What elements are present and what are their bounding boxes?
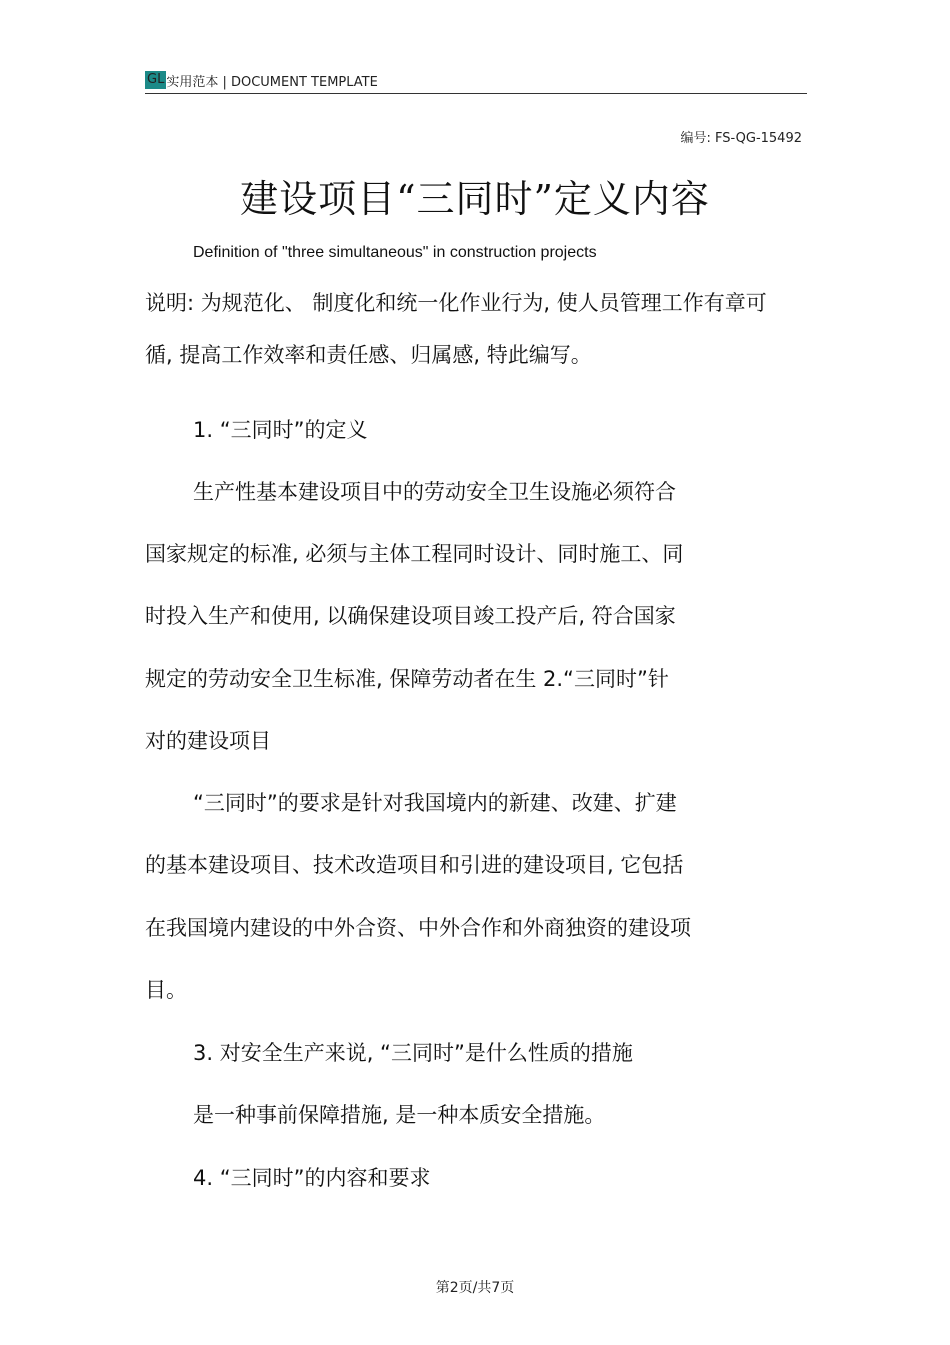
body-line: 的基本建设项目、技术改造项目和引进的建设项目, 它包括 (145, 853, 684, 877)
section-heading: 1. “三同时”的定义 (193, 418, 368, 442)
page-number: 第2页/共7页 (435, 1280, 515, 1296)
body-line: 时投入生产和使用, 以确保建设项目竣工投产后, 符合国家 (145, 604, 676, 628)
document-subtitle: Definition of "three simultaneous" in construction projects (193, 244, 597, 261)
header-label: 实用范本 | DOCUMENT TEMPLATE (166, 74, 378, 90)
body-line: “三同时”的要求是针对我国境内的新建、改建、扩建 (193, 791, 677, 815)
body-line: 国家规定的标准, 必须与主体工程同时设计、同时施工、同 (145, 542, 684, 566)
body-line: 规定的劳动安全卫生标准, 保障劳动者在生 2.“三同时”针 (145, 667, 669, 691)
body-line: 是一种事前保障措施, 是一种本质安全措施。 (193, 1103, 606, 1127)
gl-logo: GL (147, 72, 165, 87)
document-code: 编号: FS-QG-15492 (680, 131, 802, 146)
section-heading: 3. 对安全生产来说, “三同时”是什么性质的措施 (193, 1041, 633, 1065)
body-line: 循, 提高工作效率和责任感、归属感, 特此编写。 (145, 343, 592, 367)
body-line: 说明: 为规范化、 制度化和统一化作业行为, 使人员管理工作有章可 (145, 291, 767, 315)
body-line: 目。 (145, 978, 187, 1002)
body-line: 对的建设项目 (145, 729, 271, 753)
page-header (145, 70, 378, 90)
document-title: 建设项目“三同时”定义内容 (240, 177, 710, 221)
section-heading: 4. “三同时”的内容和要求 (193, 1166, 431, 1190)
body-line: 在我国境内建设的中外合资、中外合作和外商独资的建设项 (145, 916, 691, 940)
header-divider (145, 93, 807, 94)
body-line: 生产性基本建设项目中的劳动安全卫生设施必须符合 (193, 480, 676, 504)
